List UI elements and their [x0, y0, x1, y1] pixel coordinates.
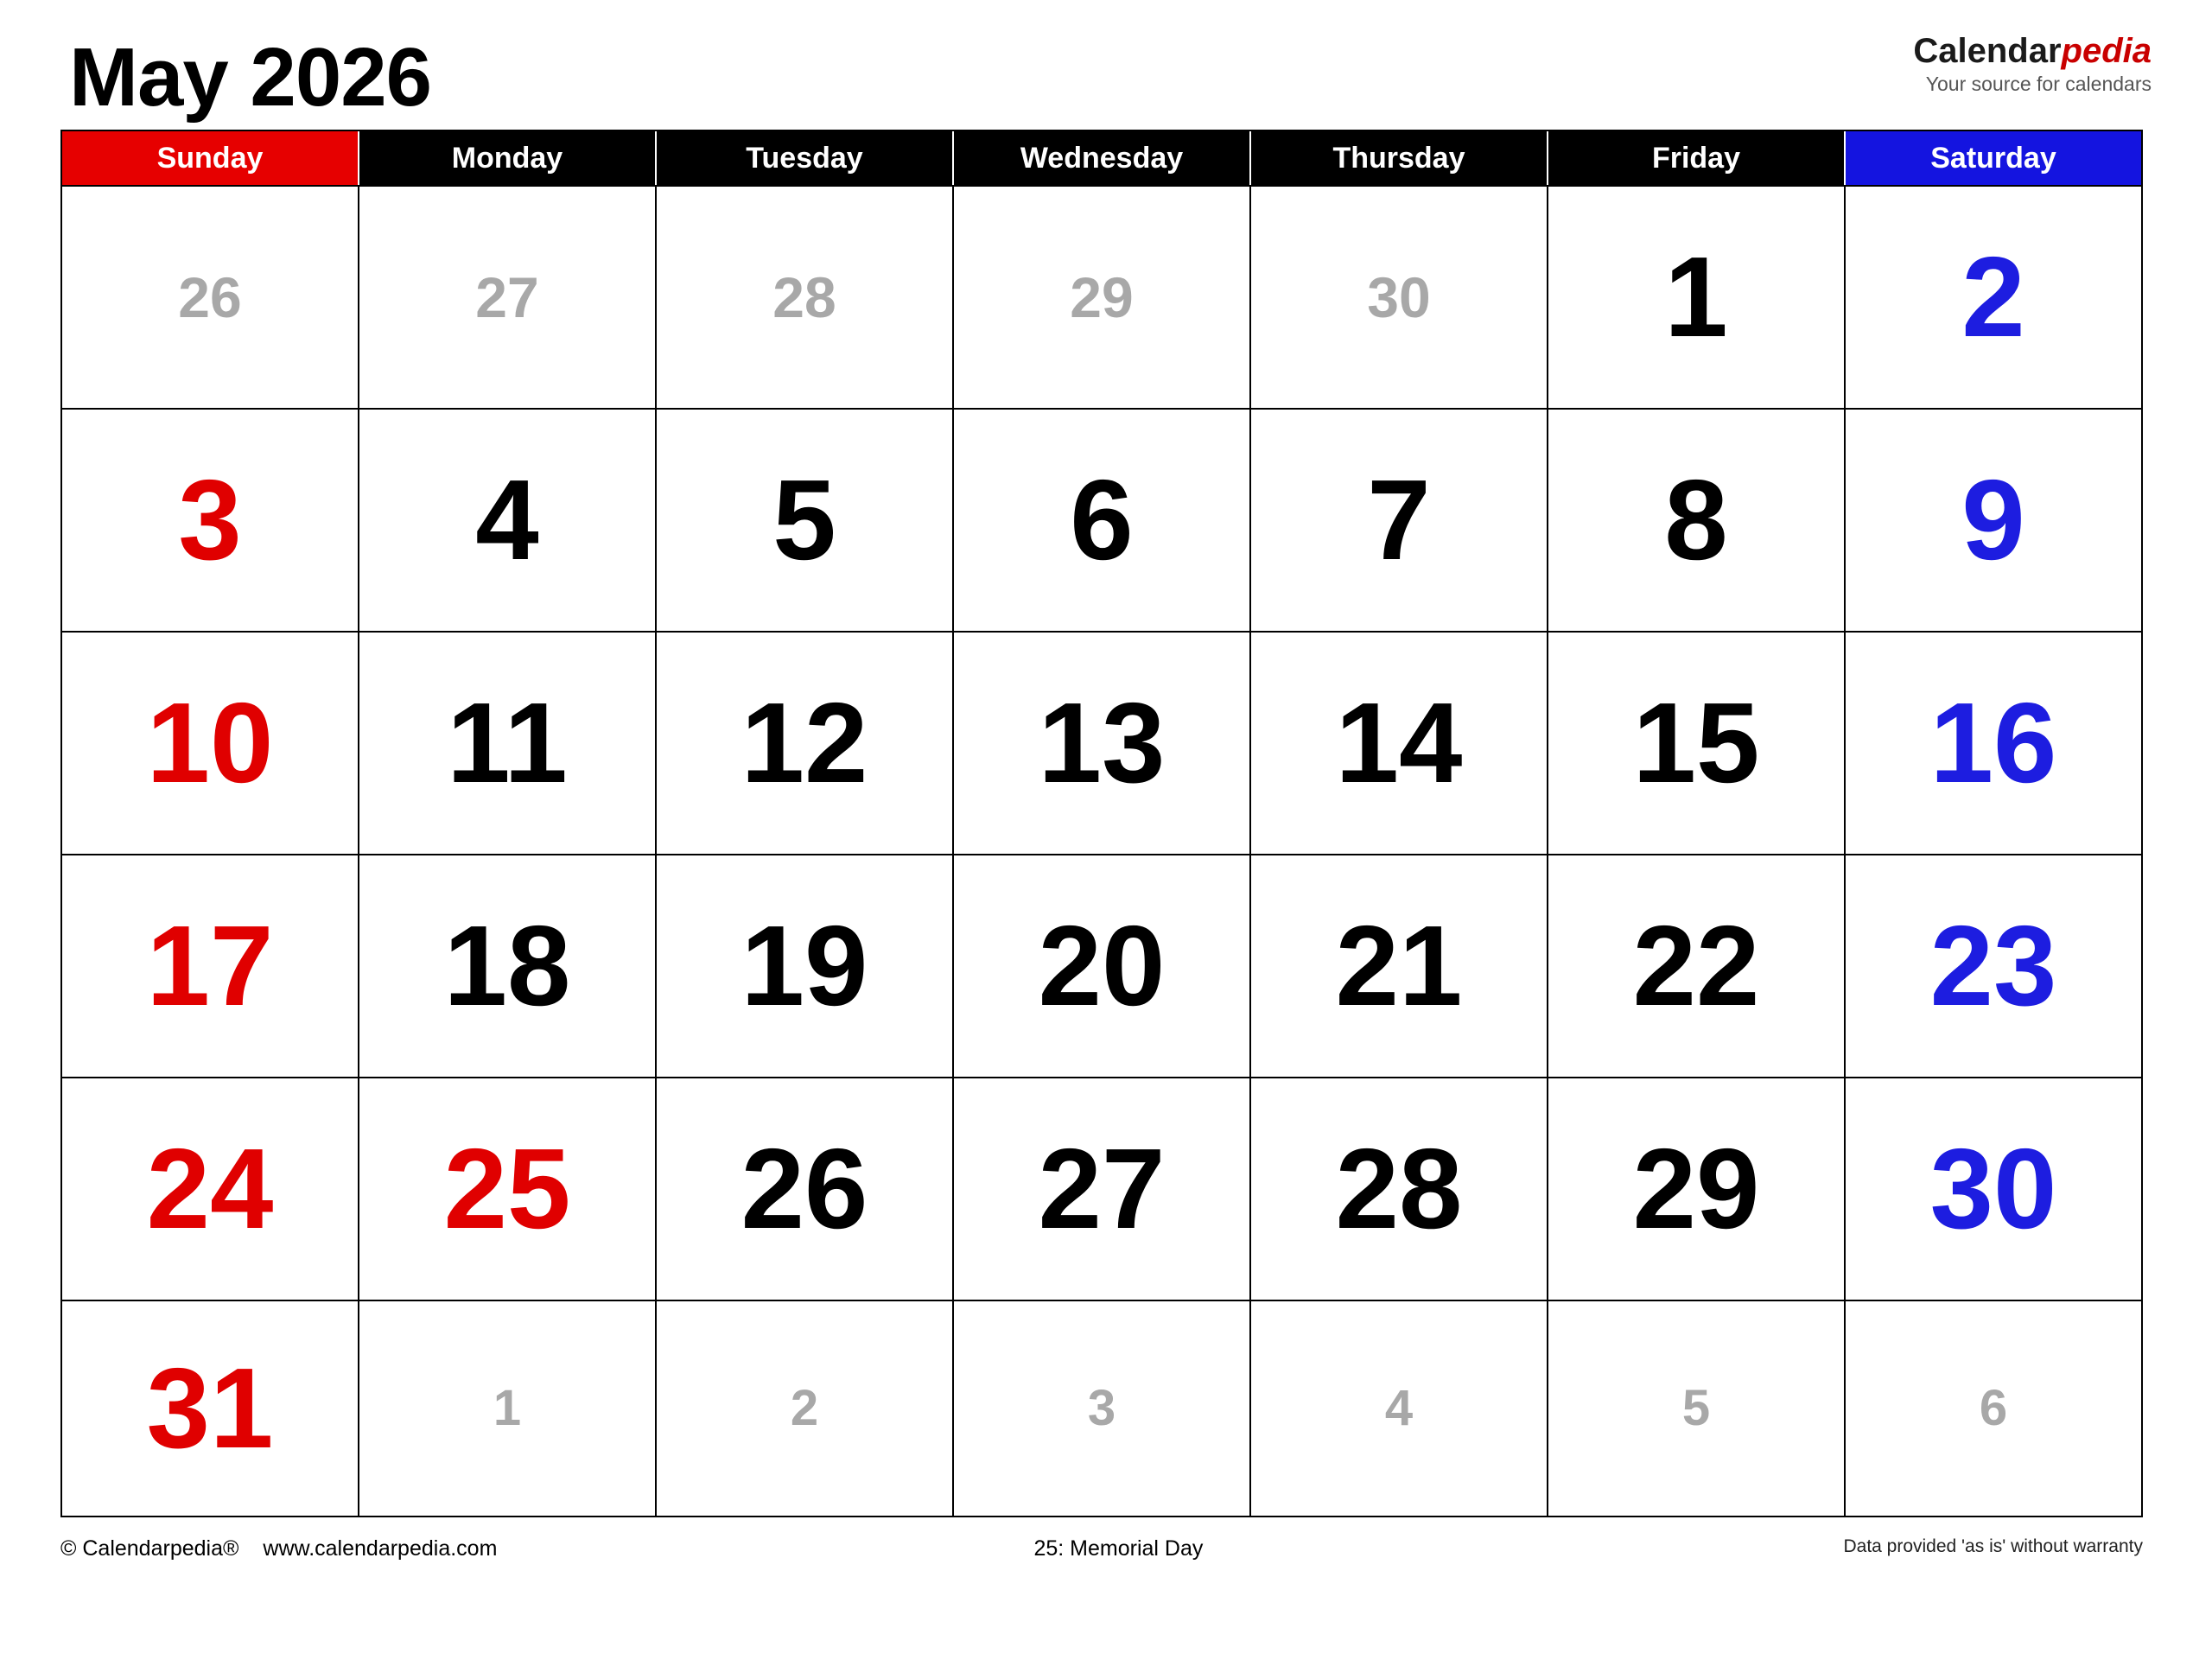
day-number: 10 — [146, 679, 274, 806]
day-cell[interactable] — [1846, 855, 2141, 1077]
day-cell[interactable] — [954, 633, 1251, 854]
brand-logo — [1913, 33, 2152, 94]
page-title: May 2026 — [69, 31, 431, 124]
day-number: 20 — [1038, 902, 1166, 1029]
day-number: 6 — [1070, 456, 1134, 583]
day-number: 5 — [772, 456, 836, 583]
day-cell[interactable] — [1548, 1078, 1846, 1300]
weekday-header-wednesday: Wednesday — [954, 131, 1251, 185]
day-cell[interactable] — [657, 1078, 954, 1300]
day-number: 13 — [1038, 679, 1166, 806]
day-cell[interactable] — [359, 1301, 657, 1516]
day-number: 29 — [1070, 265, 1134, 329]
day-number: 27 — [1038, 1125, 1166, 1252]
day-number: 9 — [1961, 456, 2025, 583]
weekday-header-monday: Monday — [359, 131, 657, 185]
day-cell[interactable] — [62, 410, 359, 631]
day-cell[interactable] — [1846, 187, 2141, 408]
day-cell[interactable] — [62, 1301, 359, 1516]
day-cell[interactable] — [359, 187, 657, 408]
weekday-header-saturday: Saturday — [1846, 131, 2141, 185]
weekday-header-tuesday: Tuesday — [657, 131, 954, 185]
footer-copyright-group — [60, 1536, 497, 1561]
day-number: 2 — [1961, 233, 2025, 360]
footer-disclaimer: Data provided 'as is' without warranty — [1843, 1536, 2143, 1556]
day-cell[interactable] — [657, 633, 954, 854]
day-number: 2 — [790, 1380, 819, 1436]
day-cell[interactable] — [657, 855, 954, 1077]
day-number: 1 — [1664, 233, 1728, 360]
day-cell[interactable] — [1251, 1301, 1548, 1516]
footer-website-link[interactable]: www.calendarpedia.com — [263, 1536, 498, 1561]
day-number: 30 — [1367, 265, 1431, 329]
day-cell[interactable] — [1548, 410, 1846, 631]
day-number: 11 — [447, 679, 568, 806]
day-cell[interactable] — [657, 1301, 954, 1516]
day-cell[interactable] — [657, 187, 954, 408]
day-number: 3 — [178, 456, 242, 583]
brand-name — [1913, 33, 2152, 69]
day-number: 4 — [475, 456, 539, 583]
day-cell[interactable] — [62, 1078, 359, 1300]
day-cell[interactable] — [954, 410, 1251, 631]
day-number: 28 — [1335, 1125, 1463, 1252]
day-number: 3 — [1087, 1380, 1116, 1436]
day-number: 26 — [741, 1125, 868, 1252]
weekday-header-thursday: Thursday — [1251, 131, 1548, 185]
day-cell[interactable] — [1548, 1301, 1846, 1516]
week-row — [62, 185, 2141, 408]
day-number: 23 — [1929, 902, 2057, 1029]
day-cell[interactable] — [1548, 855, 1846, 1077]
day-number: 14 — [1335, 679, 1463, 806]
day-cell[interactable] — [1548, 187, 1846, 408]
day-cell[interactable] — [657, 410, 954, 631]
day-number: 24 — [146, 1125, 274, 1252]
brand-tagline: Your source for calendars — [1925, 73, 2152, 95]
day-number: 15 — [1632, 679, 1760, 806]
day-number: 22 — [1632, 902, 1760, 1029]
day-cell[interactable] — [62, 633, 359, 854]
day-number: 19 — [741, 902, 868, 1029]
day-number: 21 — [1335, 902, 1463, 1029]
day-cell[interactable] — [1846, 1301, 2141, 1516]
day-cell[interactable] — [1251, 1078, 1548, 1300]
day-cell[interactable] — [359, 1078, 657, 1300]
day-number: 28 — [772, 265, 836, 329]
day-cell[interactable] — [1846, 633, 2141, 854]
day-cell[interactable] — [1251, 410, 1548, 631]
weekday-header-sunday: Sunday — [62, 131, 359, 185]
day-number: 6 — [1979, 1380, 2008, 1436]
day-number: 31 — [146, 1345, 274, 1472]
day-number: 4 — [1384, 1380, 1414, 1436]
day-number: 17 — [146, 902, 274, 1029]
day-number: 26 — [178, 265, 242, 329]
day-number: 7 — [1367, 456, 1431, 583]
day-number: 12 — [741, 679, 868, 806]
day-cell[interactable] — [1251, 633, 1548, 854]
week-row — [62, 408, 2141, 631]
day-cell[interactable] — [359, 633, 657, 854]
day-number: 5 — [1681, 1380, 1711, 1436]
weekday-header-row — [62, 131, 2141, 185]
week-row — [62, 631, 2141, 854]
footer-holiday-list: 25: Memorial Day — [1033, 1536, 1204, 1561]
page-footer — [60, 1536, 2143, 1561]
day-cell[interactable] — [1548, 633, 1846, 854]
day-cell[interactable] — [62, 855, 359, 1077]
day-cell[interactable] — [954, 855, 1251, 1077]
day-cell[interactable] — [954, 187, 1251, 408]
brand-name-part1: Calendar — [1913, 32, 2062, 70]
week-row — [62, 1077, 2141, 1300]
week-row — [62, 1300, 2141, 1516]
day-cell[interactable] — [1846, 1078, 2141, 1300]
day-number: 29 — [1632, 1125, 1760, 1252]
weekday-header-friday: Friday — [1548, 131, 1846, 185]
day-number: 16 — [1929, 679, 2057, 806]
day-cell[interactable] — [954, 1078, 1251, 1300]
day-cell[interactable] — [1251, 855, 1548, 1077]
day-number: 18 — [443, 902, 571, 1029]
day-cell[interactable] — [62, 187, 359, 408]
day-number: 8 — [1664, 456, 1728, 583]
day-cell[interactable] — [1846, 410, 2141, 631]
day-cell[interactable] — [359, 410, 657, 631]
day-cell[interactable] — [954, 1301, 1251, 1516]
day-cell[interactable] — [359, 855, 657, 1077]
day-number: 1 — [493, 1380, 522, 1436]
day-number: 30 — [1929, 1125, 2057, 1252]
calendar-grid — [60, 130, 2143, 1517]
day-cell[interactable] — [1251, 187, 1548, 408]
brand-name-part2: pedia — [2061, 32, 2152, 70]
footer-copyright: © Calendarpedia® — [60, 1536, 239, 1561]
page-header — [0, 0, 2212, 130]
day-number: 27 — [475, 265, 539, 329]
week-row — [62, 854, 2141, 1077]
day-number: 25 — [443, 1125, 571, 1252]
